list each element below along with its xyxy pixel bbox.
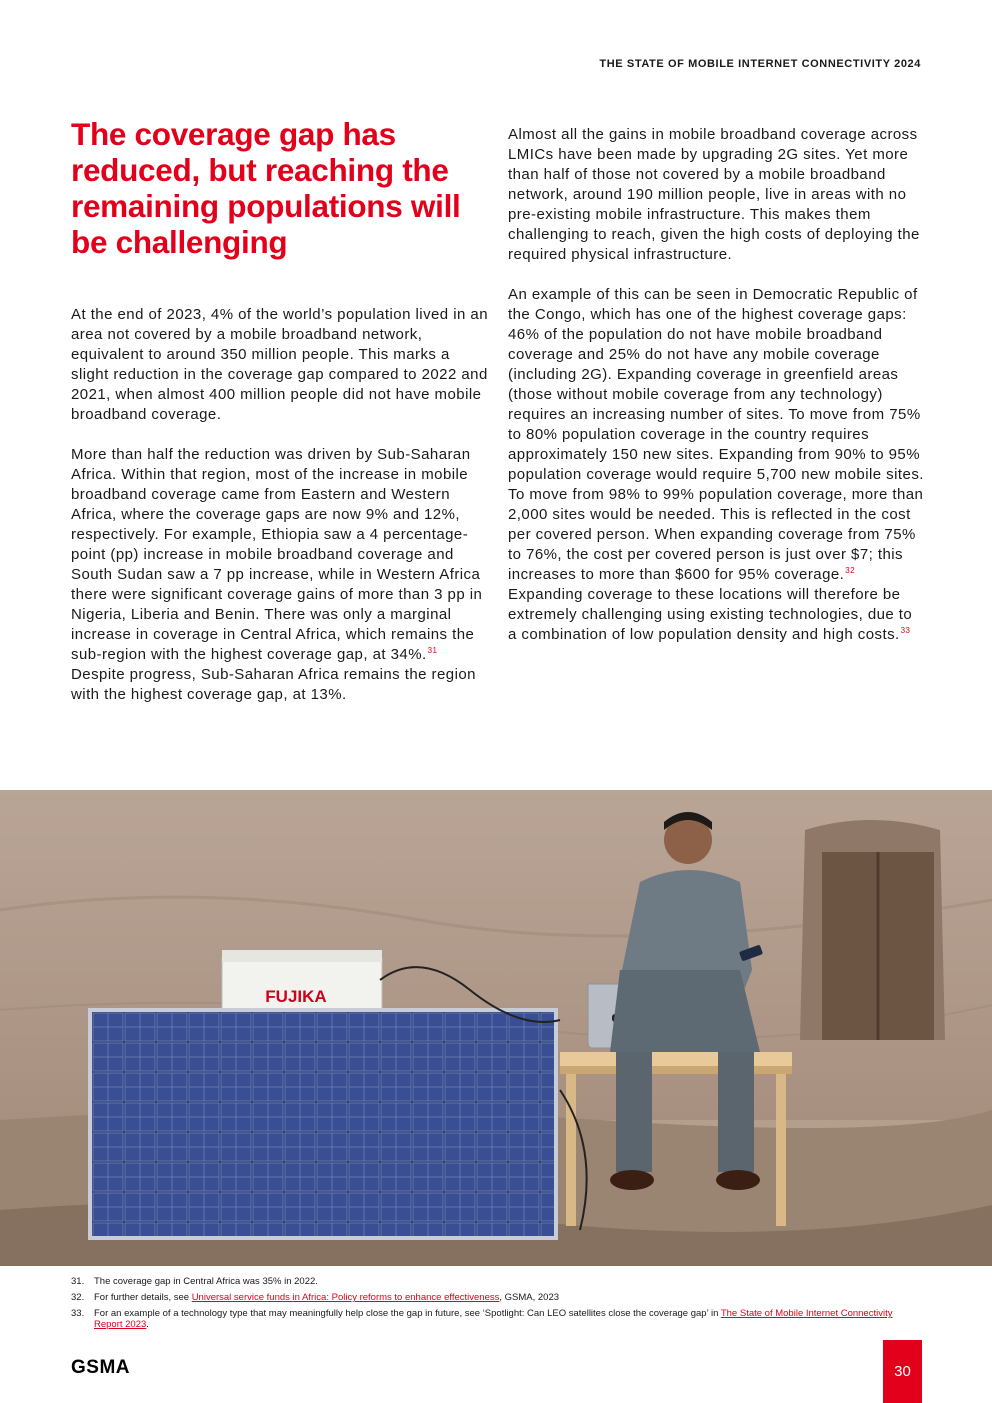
paragraph-text: Expanding coverage to these locations will therefore be extremely challenging using existing technologies, due to a combination of low population density and high costs.: [508, 586, 913, 643]
footnote-number: 32.: [71, 1292, 85, 1303]
body-paragraph: [508, 285, 924, 645]
footnote-31: [71, 1276, 921, 1287]
body-paragraph: [71, 445, 489, 705]
footnote-text: .: [146, 1319, 149, 1330]
left-column: [71, 305, 489, 725]
photo-solar-charging-station: [0, 790, 992, 1266]
footnote-text: , GSMA, 2023: [499, 1292, 560, 1303]
paragraph-text: Despite progress, Sub-Saharan Africa remains the region with the highest coverage gap, at 13%.: [71, 666, 476, 703]
footnote-text: For further details, see: [94, 1292, 192, 1303]
footnote-text: The coverage gap in Central Africa was 35% in 2022.: [94, 1276, 318, 1287]
page-title: The coverage gap has reduced, but reaching the remaining populations will be challenging: [71, 116, 461, 260]
wooden-bench: [560, 1052, 792, 1066]
right-column: [508, 125, 924, 665]
running-header: THE STATE OF MOBILE INTERNET CONNECTIVITY 2024: [599, 58, 921, 70]
footnote-ref-33[interactable]: 33: [900, 626, 911, 635]
paragraph-text: More than half the reduction was driven by Sub-Saharan Africa. Within that region, most of the increase in mobile broadband coverage came from Eastern and Western Africa, where the coverage gaps are now 9% and 12%, respectively. For example, Ethiopia saw a 4 percentage-point (pp) increase in mobile broadband coverage and South Sudan saw a 7 pp increase, while in Western Africa there were significant coverage gains of more than 3 pp in Nigeria, Liberia and Benin. There was only a marginal increase in coverage in Central Africa, which remains the sub-region with the highest coverage gap, at 34%.: [71, 446, 483, 663]
page-number: 30: [894, 1363, 911, 1380]
gsma-logo[interactable]: GSMA: [71, 1357, 130, 1378]
solar-panel: [92, 1012, 554, 1236]
footnotes: [71, 1276, 921, 1335]
body-paragraph: Almost all the gains in mobile broadband coverage across LMICs have been made by upgrading 2G sites. Yet more than half of those not covered by a mobile broadband network, around 190 million people, live in areas with no pre-existing mobile infrastructure. This makes them challenging to reach, given the high costs of deploying the required physical infrastructure.: [508, 126, 920, 263]
footnote-33: [71, 1308, 921, 1330]
footnote-ref-32[interactable]: 32: [845, 566, 856, 575]
body-paragraph: At the end of 2023, 4% of the world’s population lived in an area not covered by a mobile broadband network, equivalent to around 350 million people. This marks a slight reduction in the coverage gap compared to 2022 and 2021, when almost 400 million people did not have mobile broadband coverage.: [71, 306, 488, 423]
footnote-link[interactable]: Universal service funds in Africa: Policy reforms to enhance effectiveness: [191, 1292, 500, 1303]
footnote-number: 33.: [71, 1308, 85, 1319]
paragraph-text: An example of this can be seen in Democratic Republic of the Congo, which has one of the highest coverage gaps: 46% of the population do not have mobile broadband coverage and 25% do not have any mobile coverage (including 2G). Expanding coverage in greenfield areas (those without mobile coverage from any technology) requires an increasing number of sites. To move from 75% to 80% population coverage in the country requires approximately 150 new sites. Expanding from 90% to 95% population coverage would require 5,700 new mobile sites. To move from 98% to 99% population coverage, more than 2,000 sites would be needed. This is reflected in the cost per covered person. When expanding coverage from 75% to 76%, the cost per covered person is just over $7; this increases to more than $600 for 95% coverage.: [508, 286, 924, 583]
footnote-number: 31.: [71, 1276, 85, 1287]
footnote-32: [71, 1292, 921, 1303]
footnote-link[interactable]: The State of Mobile Internet Connectivity Report 2023: [94, 1308, 893, 1330]
footnote-text: For an example of a technology type that may meaningfully help close the gap in future, see ‘Spotlight: Can LEO satellites close the coverage gap’ in: [94, 1308, 721, 1319]
page-number-box: [883, 1340, 922, 1403]
footnote-ref-31[interactable]: 31: [427, 646, 438, 655]
photo-illustration: [0, 790, 992, 1266]
battery-brand: FUJIKA: [265, 987, 327, 1006]
